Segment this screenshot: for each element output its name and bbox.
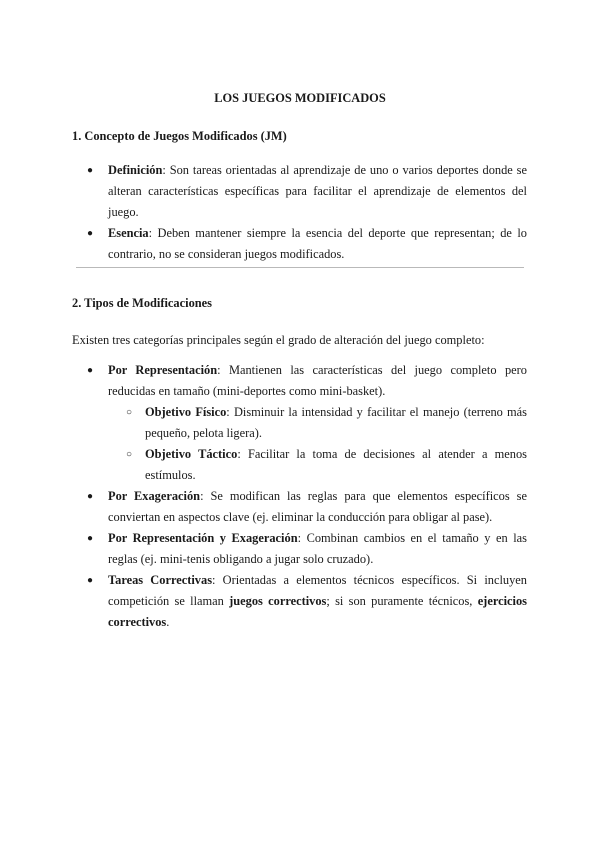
item-text: . <box>166 615 170 629</box>
hollow-bullet-icon: ○ <box>126 407 133 418</box>
list-item-por-representacion <box>0 360 527 402</box>
section2-heading: 2. Tipos de Modificaciones <box>72 296 212 310</box>
term-label: Tareas Correctivas <box>108 573 213 587</box>
item-text: : Disminuir la intensidad y facilitar el manejo (terreno más pequeño, pelota ligera). <box>145 405 527 440</box>
bullet-icon: ● <box>87 365 94 376</box>
item-text: : Mantienen las características del juego completo pero reducidas en tamaño (mini-deportes como mini-basket). <box>108 363 527 398</box>
bullet-icon: ● <box>87 491 94 502</box>
horizontal-divider <box>76 267 524 268</box>
list-item-tareas-correctivas <box>0 570 527 633</box>
item-text: : Son tareas orientadas al aprendizaje de uno o varios deportes donde se alteran características específicas para facilitar el aprendizaje de elementos del juego. <box>108 163 527 219</box>
page-title: LOS JUEGOS MODIFICADOS <box>214 91 386 105</box>
bullet-icon: ● <box>87 165 94 176</box>
hollow-bullet-icon: ○ <box>126 449 133 460</box>
list-item-definicion <box>0 160 527 223</box>
bold-term-ejercicios-correctivos: ejercicios correctivos <box>108 594 527 629</box>
section1-list <box>0 160 600 265</box>
item-text: : Combinan cambios en el tamaño y en las reglas (ej. mini-tenis obligando a jugar solo cruzado). <box>108 531 527 566</box>
term-label: Esencia <box>108 226 149 240</box>
list-item-esencia <box>0 223 527 265</box>
term-label: Por Exageración <box>108 489 201 503</box>
list-item-por-exageracion <box>0 486 527 528</box>
term-label: Definición <box>108 163 163 177</box>
bullet-icon: ● <box>87 533 94 544</box>
bullet-icon: ● <box>87 228 94 239</box>
section1-heading: 1. Concepto de Juegos Modificados (JM) <box>72 129 287 143</box>
term-label: Objetivo Táctico <box>145 447 238 461</box>
section2-list <box>0 360 600 633</box>
item-text: ; si son puramente técnicos, <box>326 594 478 608</box>
term-label: Por Representación <box>108 363 218 377</box>
list-item-representacion-y-exageracion <box>0 528 527 570</box>
item-text: : Orientadas a elementos técnicos específicos. Si incluyen competición se llaman <box>108 573 527 608</box>
section2-intro: Existen tres categorías principales según el grado de alteración del juego completo: <box>72 333 485 347</box>
sub-item-objetivo-tactico <box>0 444 527 486</box>
term-label: Objetivo Físico <box>145 405 227 419</box>
term-label: Por Representación y Exageración <box>108 531 298 545</box>
item-text: : Deben mantener siempre la esencia del deporte que representan; de lo contrario, no se consideran juegos modificados. <box>108 226 527 261</box>
bullet-icon: ● <box>87 575 94 586</box>
item-text: : Se modifican las reglas para que elementos específicos se conviertan en aspectos clave (ej. eliminar la conducción para obligar al pase). <box>108 489 527 524</box>
item-text: : Facilitar la toma de decisiones al atender a menos estímulos. <box>145 447 527 482</box>
sub-item-objetivo-fisico <box>0 402 527 444</box>
bold-term-juegos-correctivos: juegos correctivos <box>229 594 327 608</box>
